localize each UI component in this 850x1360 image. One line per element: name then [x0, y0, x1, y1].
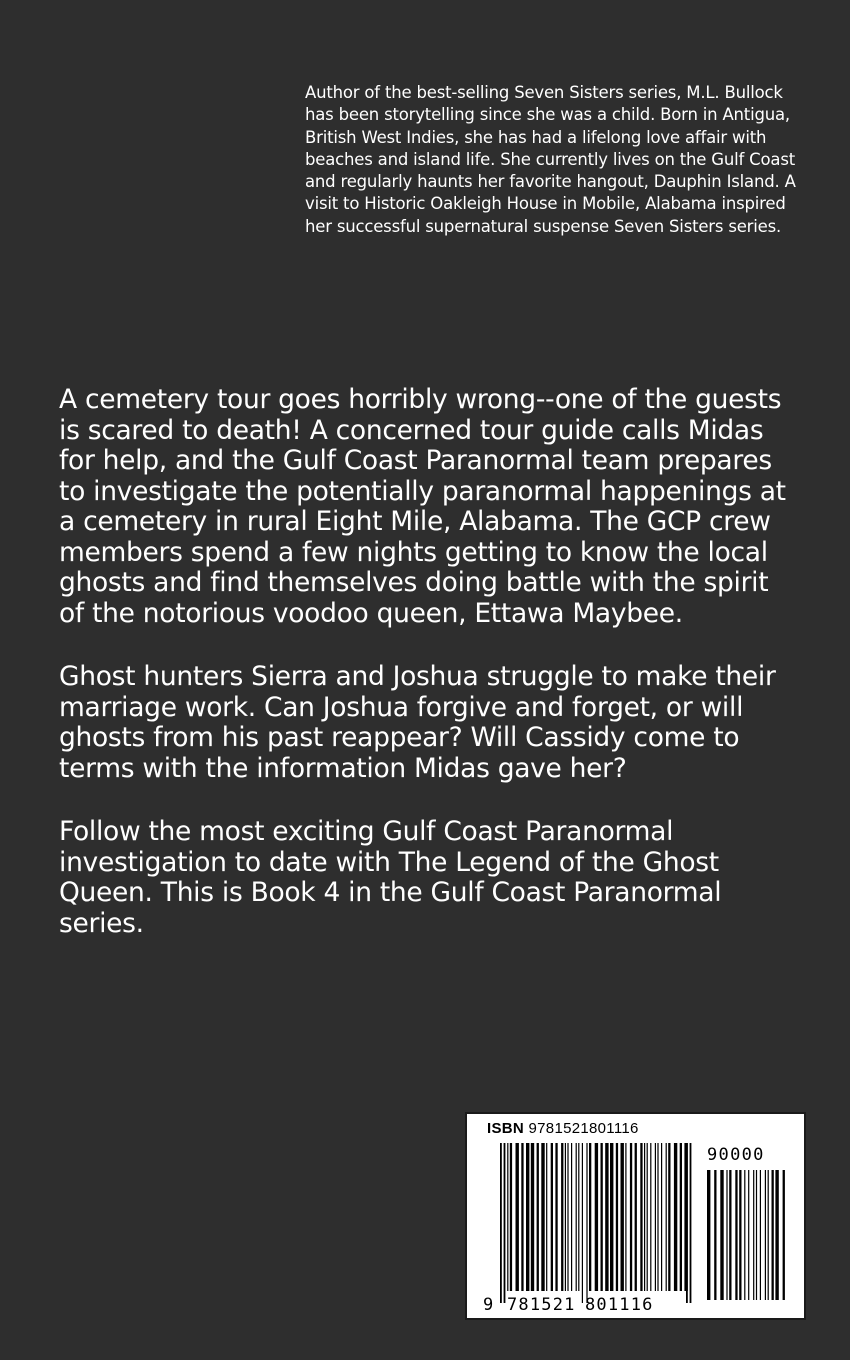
price-code: 90000: [707, 1145, 765, 1165]
barcode-bar: [565, 1143, 566, 1291]
barcode-bar: [621, 1143, 624, 1291]
barcode-bar: [571, 1143, 572, 1291]
barcode-bar: [576, 1143, 577, 1291]
barcode-bar: [647, 1143, 648, 1291]
isbn-label: ISBN: [487, 1120, 525, 1137]
barcode-bar: [735, 1170, 737, 1300]
barcode-bar: [541, 1143, 544, 1291]
barcode-bar: [768, 1170, 769, 1300]
barcode-bar: [714, 1170, 716, 1300]
barcode-bar: [537, 1143, 539, 1291]
barcode-bar: [783, 1170, 785, 1300]
barcode-bar: [765, 1170, 766, 1300]
barcode-bar: [567, 1143, 568, 1291]
barcode-bar: [589, 1143, 591, 1291]
barcode-bar: [504, 1143, 506, 1303]
barcode-bar: [555, 1143, 557, 1291]
barcode-bar: [601, 1143, 603, 1291]
barcode-bar: [668, 1143, 670, 1291]
book-blurb: [59, 385, 799, 939]
barcode-bar: [546, 1143, 547, 1291]
barcode-bar: [595, 1143, 598, 1291]
blurb-paragraph-2: Ghost hunters Sierra and Joshua struggle to make their marriage work. Can Joshua forgive and forget, or will ghosts from his past reappear? Will Cassidy come to terms with the information Midas gave her?: [59, 661, 776, 784]
barcode-bar: [744, 1170, 745, 1300]
barcode-bar: [526, 1143, 529, 1291]
barcode-bar: [707, 1170, 710, 1300]
barcode-bar: [605, 1143, 608, 1291]
barcode-bar: [610, 1143, 613, 1291]
barcode-bar: [748, 1170, 749, 1300]
barcode-bar: [516, 1143, 519, 1291]
barcode-bar: [578, 1143, 579, 1291]
barcode-bar: [739, 1170, 741, 1300]
blurb-paragraph-1: A cemetery tour goes horribly wrong--one of the guests is scared to death! A concerned tour guide calls Midas for help, and the Gulf Coast Paranormal team prepares to investigate the potentially paranormal happenings at a cemetery in rural Eight Mile, Alabama. The GCP crew members spend a few nights getting to know the local ghosts and find themselves doing battle with the spirit of the notorious voodoo queen, Ettawa Maybee.: [59, 384, 786, 629]
barcode-bar: [561, 1143, 563, 1291]
barcode-bar: [551, 1143, 553, 1291]
barcode-bar: [625, 1143, 626, 1291]
barcode-bar: [655, 1143, 656, 1291]
barcode-bar: [729, 1170, 731, 1300]
barcode-bar: [640, 1143, 642, 1291]
barcode-bar: [531, 1143, 534, 1291]
barcode-bars-graphic: [467, 1114, 804, 1318]
barcode-bar: [586, 1143, 587, 1303]
barcode-bar: [630, 1143, 632, 1291]
barcode-bar: [510, 1143, 512, 1291]
barcode-digits-right: 801116: [585, 1295, 654, 1315]
barcode-bar: [666, 1143, 667, 1291]
barcode-bar: [726, 1170, 727, 1300]
barcode-digit-first: 9: [483, 1295, 495, 1315]
barcode-bar: [644, 1143, 645, 1291]
barcode-bar: [674, 1143, 677, 1291]
barcode-bar: [657, 1143, 658, 1291]
barcode-bar: [500, 1143, 502, 1303]
barcode-bar: [772, 1170, 774, 1300]
barcode-bar: [775, 1170, 778, 1300]
author-bio: [305, 82, 805, 238]
barcode-bar: [756, 1170, 757, 1300]
barcode-bar: [521, 1143, 523, 1291]
barcode-bar: [661, 1143, 662, 1291]
isbn-number: 9781521801116: [528, 1120, 639, 1137]
barcode-bar: [650, 1143, 651, 1291]
barcode-digits-left: 781521: [507, 1295, 576, 1315]
barcode-bar: [635, 1143, 637, 1291]
blurb-paragraph-3: Follow the most exciting Gulf Coast Paranormal investigation to date with The Legend of the Ghost Queen. This is Book 4 in the Gulf Coast Paranormal series.: [59, 816, 722, 939]
barcode-bar: [616, 1143, 618, 1291]
isbn-barcode: [465, 1112, 806, 1320]
barcode-bar: [582, 1143, 583, 1303]
barcode-bar: [760, 1170, 761, 1300]
author-bio-text: Author of the best-selling Seven Sisters series, M.L. Bullock has been storytelling since she was a child. Born in Antigua, British West Indies, she has had a lifelong love affair with beaches and island life. She currently lives on the Gulf Coast and regularly haunts her favorite hangout, Dauphin Island. A visit to Historic Oakleigh House in Mobile, Alabama inspired her successful supernatural suspense Seven Sisters series.: [305, 83, 796, 236]
barcode-bar: [507, 1143, 508, 1291]
barcode-bar: [686, 1143, 688, 1303]
barcode-bar: [680, 1143, 682, 1291]
barcode-bar: [720, 1170, 723, 1300]
barcode-bar: [753, 1170, 754, 1300]
barcode-bar: [690, 1143, 692, 1303]
